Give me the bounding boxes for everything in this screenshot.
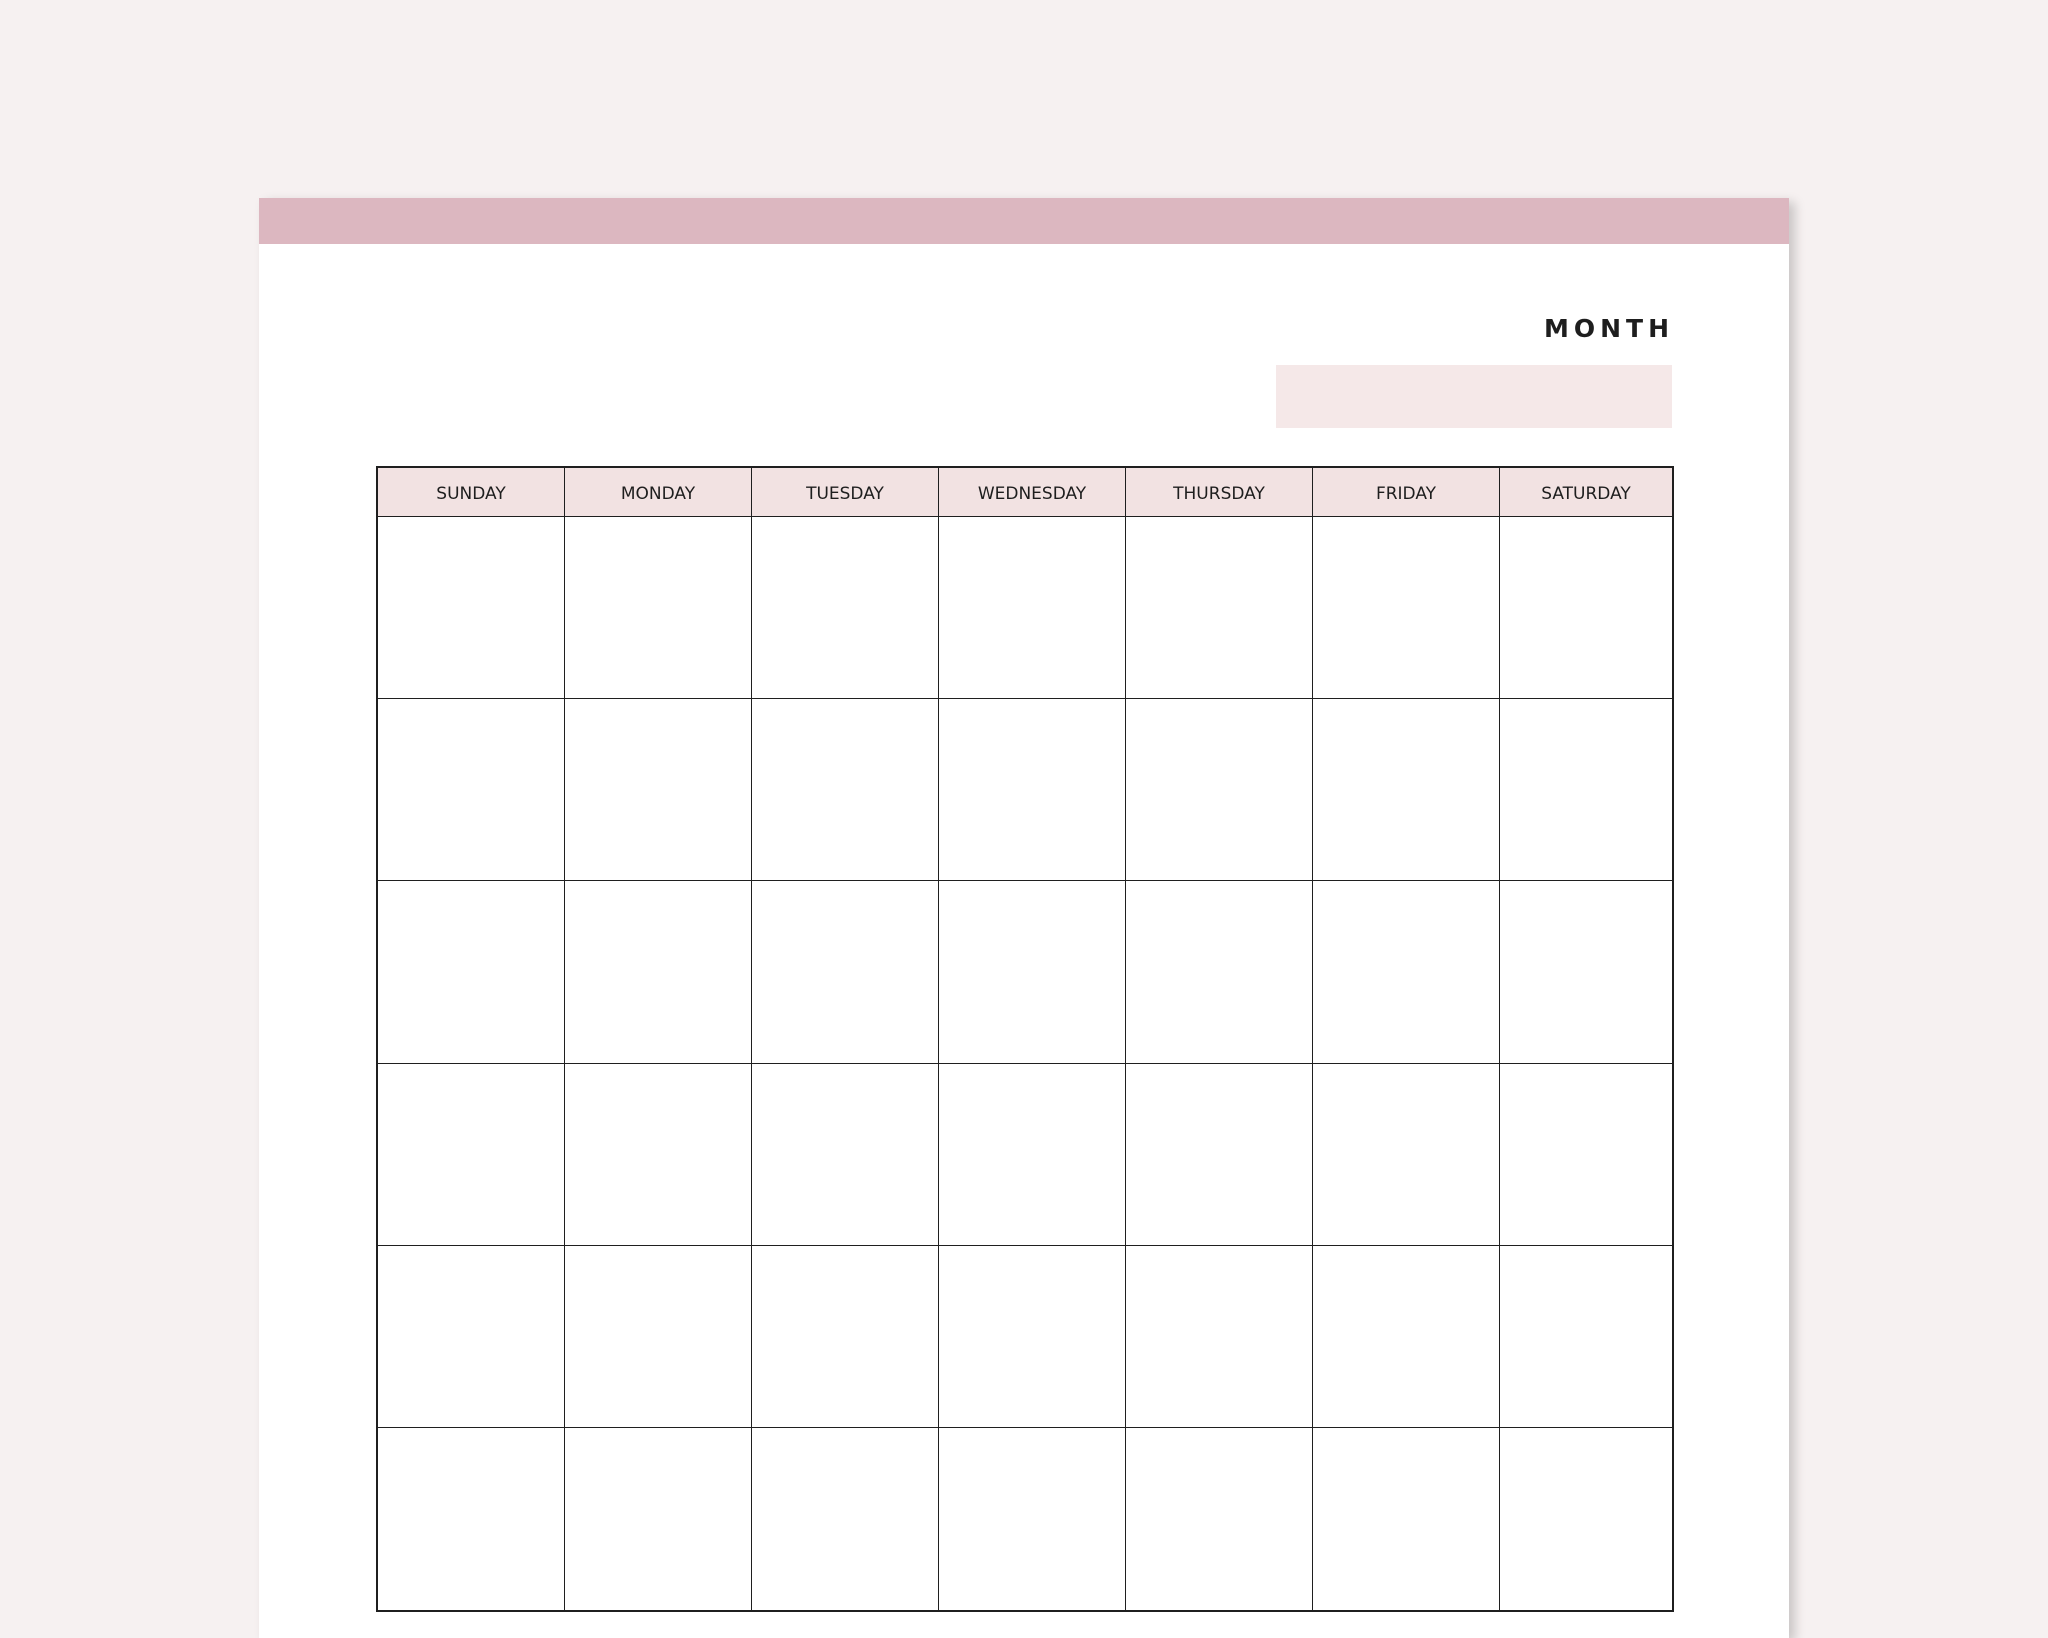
day-cell[interactable] bbox=[565, 1246, 752, 1428]
month-label: MONTH bbox=[1543, 314, 1674, 343]
day-cell[interactable] bbox=[939, 517, 1126, 699]
day-cell[interactable] bbox=[378, 1428, 565, 1610]
day-cell[interactable] bbox=[1126, 699, 1313, 881]
day-cell[interactable] bbox=[1500, 881, 1672, 1063]
day-header-wednesday: WEDNESDAY bbox=[939, 468, 1126, 517]
day-cell[interactable] bbox=[1313, 1428, 1500, 1610]
day-cell[interactable] bbox=[1126, 1246, 1313, 1428]
day-cell[interactable] bbox=[752, 699, 939, 881]
day-cell[interactable] bbox=[378, 699, 565, 881]
day-cell[interactable] bbox=[939, 699, 1126, 881]
day-cell[interactable] bbox=[939, 1064, 1126, 1246]
day-cell[interactable] bbox=[752, 1428, 939, 1610]
day-cell[interactable] bbox=[1313, 699, 1500, 881]
day-cell[interactable] bbox=[1313, 1246, 1500, 1428]
day-header-tuesday: TUESDAY bbox=[752, 468, 939, 517]
day-cell[interactable] bbox=[378, 517, 565, 699]
day-cell[interactable] bbox=[752, 881, 939, 1063]
day-header-sunday: SUNDAY bbox=[378, 468, 565, 517]
day-cell[interactable] bbox=[378, 1064, 565, 1246]
day-cell[interactable] bbox=[939, 881, 1126, 1063]
month-input-field[interactable] bbox=[1276, 365, 1672, 428]
day-cell[interactable] bbox=[1500, 1246, 1672, 1428]
calendar-grid bbox=[376, 466, 1674, 1612]
header-accent-band bbox=[259, 198, 1789, 244]
day-header-friday: FRIDAY bbox=[1313, 468, 1500, 517]
day-cell[interactable] bbox=[565, 699, 752, 881]
day-header-saturday: SATURDAY bbox=[1500, 468, 1672, 517]
day-cell[interactable] bbox=[1126, 1064, 1313, 1246]
day-cell[interactable] bbox=[565, 1064, 752, 1246]
day-cell[interactable] bbox=[1500, 699, 1672, 881]
day-cell[interactable] bbox=[939, 1428, 1126, 1610]
day-cell[interactable] bbox=[1126, 881, 1313, 1063]
day-cell[interactable] bbox=[752, 517, 939, 699]
day-cell[interactable] bbox=[939, 1246, 1126, 1428]
planner-sheet bbox=[259, 198, 1789, 1638]
day-cell[interactable] bbox=[1313, 517, 1500, 699]
day-cell[interactable] bbox=[378, 1246, 565, 1428]
day-cell[interactable] bbox=[1313, 1064, 1500, 1246]
day-cell[interactable] bbox=[1500, 1428, 1672, 1610]
day-cell[interactable] bbox=[565, 1428, 752, 1610]
day-cell[interactable] bbox=[1126, 517, 1313, 699]
day-header-thursday: THURSDAY bbox=[1126, 468, 1313, 517]
day-cell[interactable] bbox=[752, 1246, 939, 1428]
day-cell[interactable] bbox=[378, 881, 565, 1063]
day-cell[interactable] bbox=[1500, 517, 1672, 699]
day-cell[interactable] bbox=[565, 517, 752, 699]
day-cell[interactable] bbox=[1500, 1064, 1672, 1246]
day-cell[interactable] bbox=[1313, 881, 1500, 1063]
day-cell[interactable] bbox=[565, 881, 752, 1063]
day-cell[interactable] bbox=[1126, 1428, 1313, 1610]
day-cell[interactable] bbox=[752, 1064, 939, 1246]
day-header-monday: MONDAY bbox=[565, 468, 752, 517]
